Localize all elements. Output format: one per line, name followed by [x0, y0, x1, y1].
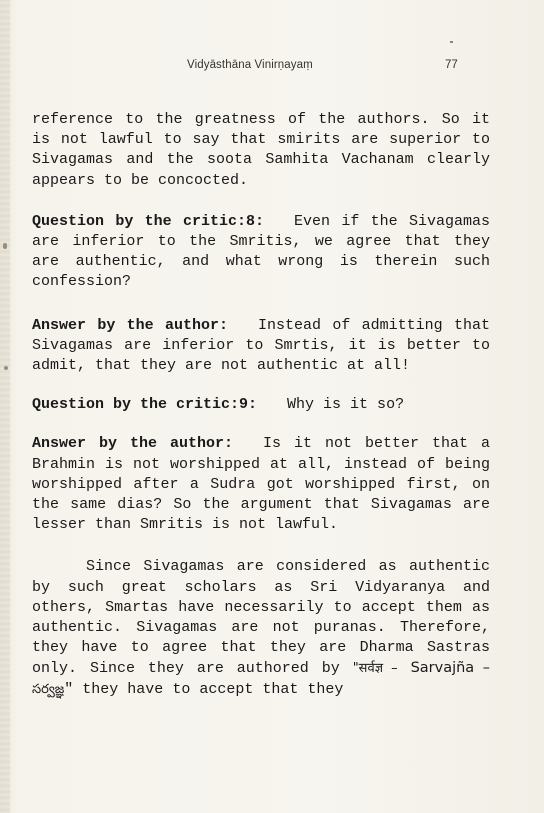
page-number: 77: [445, 59, 458, 71]
conclusion-tail: " they have to accept that they: [64, 680, 344, 698]
answer-2-label: Answer by the author:: [32, 435, 234, 453]
answer-1-label: Answer by the author:: [32, 316, 228, 334]
question-9: [32, 395, 490, 415]
running-header: [0, 56, 544, 74]
question-9-label: Question by the critic:9:: [32, 396, 258, 414]
header-title: Vidyāsthāna Vinirṇayaṃ: [187, 59, 313, 71]
conclusion-text: Since Sivagamas are considered as authentic by such great scholars as Sri Vidyaranya and others, Smartas have necessarily to accept them as authentic. Sivagamas are not puranas. Therefore, they have to agree that they are Dharma Sastras only. Since they are authored by: [32, 558, 490, 678]
paper-stain: [4, 366, 8, 370]
question-8-label: Question by the critic:8:: [32, 212, 264, 230]
paragraph-conclusion: [32, 557, 490, 699]
answer-1: [32, 316, 490, 377]
answer-2: [32, 434, 490, 535]
print-mark: [450, 41, 453, 43]
sarvajna-term: Sarvajña –: [410, 660, 490, 677]
question-9-text: Why is it so?: [287, 396, 405, 414]
devanagari-term: "सर्वज्ञ –: [352, 661, 398, 677]
telugu-term: సర్వజ్ఞ: [32, 681, 65, 697]
question-8-text: Even if the Sivagamas are inferior to the Smritis, we agree that they are authentic, and what wrong is therein such confession?: [32, 212, 490, 291]
page-body: [32, 110, 490, 700]
answer-2-text: Is it not better that a Brahmin is not worshipped at all, instead of being worshipped after a Sudra got worshipped first, on the same dias? So the argument that Sivagamas are lesser than Smritis is not lawful.: [32, 435, 491, 534]
paragraph-intro: reference to the greatness of the authors. So it is not lawful to say that smirits are superior to Sivagamas and the soota Samhita Vachanam clearly appears to be concocted.: [32, 111, 490, 189]
answer-1-text: Instead of admitting that Sivagamas are inferior to Smrtis, it is better to admit, that they are not authentic at all!: [32, 316, 490, 375]
paper-stain: [3, 243, 7, 249]
question-8: [32, 212, 490, 293]
page-edge: [0, 0, 10, 813]
